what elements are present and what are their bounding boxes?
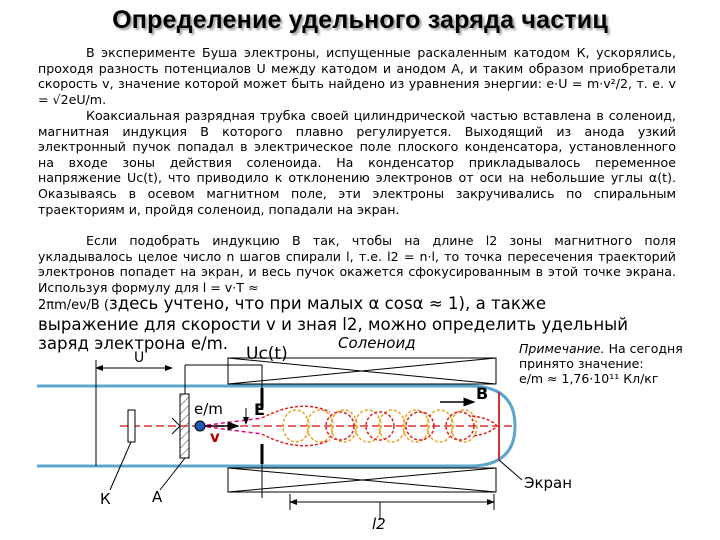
velocity-label: v	[210, 428, 220, 446]
length-label: l2	[372, 515, 386, 533]
cathode-label: К	[100, 490, 111, 508]
solenoid-label: Соленоид	[338, 334, 416, 352]
paragraph-solenoid: Коаксиальная разрядная трубка своей цилиндрической частью вставлена в соленоид, магнитная индукция B которого плавно регулируется. Выходящий из анода узкий электронный пучок попадал в электрическое поле плоского конденсатора, установленного на входе зоны действия соленоида. На конденсатор прикладывалось переменное напряжение Uc(t), что приводило к отклонению электронов от оси на небольшие углы α(t). Оказываясь в осевом магнитном поле, эти электроны закручивались по спиральным траекториям и, пройдя соленоид, попадали на экран.	[38, 108, 676, 217]
formula-line: 2πm/eν/B (здесь учтено, что при малых α cosα ≈ 1), а также	[38, 294, 547, 313]
field-e-label: E	[254, 400, 265, 419]
anode-label: А	[152, 488, 163, 506]
page-title: Определение удельного заряда частиц	[112, 6, 608, 34]
voltage-label: Uc(t)	[246, 344, 288, 364]
paragraph-focusing: Если подобрать индукцию B так, чтобы на длине l2 зоны магнитного поля укладывалось целое число n шагов спирали l, т.е. l2 = n·l, то точка пересечения траекторий электронов попадет на экран, и весь пучок окажется сфокусированным в этой точке экрана. Используя формулу для l = v·T ≈	[38, 233, 676, 295]
note-box: Примечание. На сегодня принято значение: e/m ≈ 1,76·10¹¹ Кл/кг	[519, 341, 683, 386]
electron	[195, 421, 205, 431]
anode	[180, 394, 189, 458]
paragraph-busch: В эксперименте Буша электроны, испущенные раскаленным катодом К, ускорялись, проходя разность потенциалов U между катодом и анодом А, и таким образом приобретали скорость v, значение которой может быть найдено из уравнения энергии: e·U = m·v²/2, т. е. v = √2eU/m.	[38, 45, 676, 107]
text-line-2: выражение для скорости v и зная l2, можно определить удельный	[38, 315, 629, 334]
cathode	[128, 410, 135, 442]
note-value: e/m ≈ 1,76·10¹¹ Кл/кг	[519, 371, 659, 386]
text-line-3: заряд электрона e/m.	[38, 334, 229, 353]
field-b-label: B	[476, 384, 489, 403]
screen-label: Экран	[524, 474, 573, 492]
charge-mass-label: e/m	[194, 400, 223, 418]
u-label: U	[134, 350, 145, 366]
